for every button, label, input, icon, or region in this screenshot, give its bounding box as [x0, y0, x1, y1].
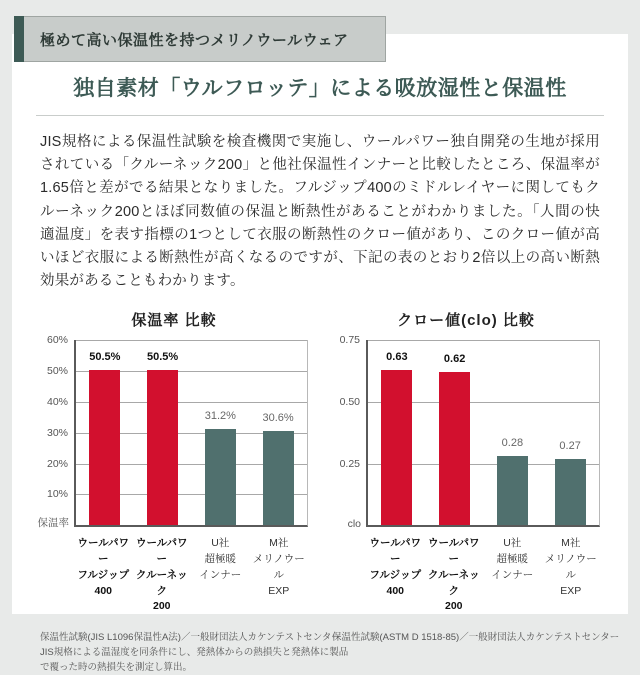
category-line: EXP [250, 584, 309, 600]
category-label [425, 536, 484, 615]
y-tick-label: 40% [47, 396, 68, 408]
bar-cell [249, 340, 307, 525]
category-line: 400 [366, 584, 425, 600]
bar-value-label: 0.63 [386, 351, 407, 363]
bar [205, 429, 236, 525]
bar [89, 370, 120, 526]
category-line: インナー [191, 568, 250, 584]
category-line: M社 [250, 536, 309, 552]
bar-cell [76, 340, 134, 525]
bar-cell [484, 340, 542, 525]
y-tick-label: 50% [47, 365, 68, 377]
y-tick-label: 20% [47, 458, 68, 470]
category-line: クルーネック [133, 568, 192, 600]
footnote-line: で覆った時の熱損失を測定し算出。 [40, 661, 308, 675]
plot-area [74, 340, 308, 527]
category-label [366, 536, 425, 615]
body-paragraph: JIS規格による保温性試験を検査機関で実施し、ウールパワー独自開発の生地が採用されている「クルーネック200」と他社保温性インナーと比較したところ、保温率が1.65倍と差がでる結果となりました。フルジップ400のミドルレイヤーに関してもクルーネック200とほぼ同数値の保温と断熱性があることがわかりました。「人間の快適温度」を表す指標の1つとして衣服の断熱性のクロー値があり、このクロー値が高いほど衣服による断熱性が高くなるのですが、下記の表のとおり2倍以上の高い断熱効果があることもわかります。 [40, 131, 600, 293]
bar [439, 372, 470, 525]
chart-plot-row [40, 340, 308, 527]
bar-cell [134, 340, 192, 525]
category-line: フルジップ [74, 568, 133, 584]
category-row [366, 536, 600, 615]
chart-footnote [332, 631, 600, 646]
title-divider [36, 115, 604, 116]
chart-clo-value [332, 309, 600, 675]
category-line: フルジップ [366, 568, 425, 584]
category-label [542, 536, 601, 615]
category-line: 200 [425, 599, 484, 615]
category-line: EXP [542, 584, 601, 600]
section-heading-label: 極めて高い保温性を持つメリノウールウェア [24, 17, 365, 61]
y-axis [332, 340, 366, 525]
bar-cell [368, 340, 426, 525]
charts-row [40, 309, 600, 675]
category-line: 200 [133, 599, 192, 615]
category-label [133, 536, 192, 615]
category-label [483, 536, 542, 615]
chart-title: クロー値(clo) 比較 [332, 309, 600, 330]
bar-cell [192, 340, 250, 525]
banner-accent-bar [14, 16, 24, 62]
bar [555, 459, 586, 526]
category-line: ウールパワー [425, 536, 484, 568]
category-label [74, 536, 133, 615]
bar-value-label: 0.27 [559, 440, 580, 452]
bar [263, 431, 294, 525]
content-card [12, 34, 628, 614]
bar-value-label: 50.5% [89, 351, 120, 363]
bars-layer [368, 340, 599, 525]
category-line: 超極暖 [483, 552, 542, 568]
bar-value-label: 30.6% [263, 412, 294, 424]
category-line: M社 [542, 536, 601, 552]
y-axis-title: clo [348, 518, 361, 530]
page-title: 独自素材「ウルフロッテ」による吸放湿性と保温性 [12, 34, 628, 102]
category-label [250, 536, 309, 615]
category-line: U社 [483, 536, 542, 552]
category-line: ウールパワー [74, 536, 133, 568]
category-line: メリノウール [250, 552, 309, 584]
y-tick-label: 0.50 [340, 396, 360, 408]
bar [381, 370, 412, 525]
footnote-line: JIS規格による温湿度を同条件にし、発熱体からの熱損失と発熱体に製品 [40, 646, 308, 661]
bar-cell [426, 340, 484, 525]
y-axis-title: 保温率 [38, 515, 70, 530]
chart-footnote [40, 631, 308, 675]
y-tick-label: 0.75 [340, 334, 360, 346]
footnote-line: 保温性試験(JIS L1096保温性A法)／一般財団法人カケンテストセンター [40, 631, 308, 646]
y-tick-label: 60% [47, 334, 68, 346]
bar [497, 456, 528, 525]
category-line: クルーネック [425, 568, 484, 600]
y-tick-label: 30% [47, 427, 68, 439]
bar-cell [541, 340, 599, 525]
bar-value-label: 50.5% [147, 351, 178, 363]
plot-area [366, 340, 600, 527]
footnote-line: 保温性試験(ASTM D 1518-85)／一般財団法人カケンテストセンター [332, 631, 600, 646]
y-axis [40, 340, 74, 525]
chart-title: 保温率 比較 [40, 309, 308, 330]
category-line: U社 [191, 536, 250, 552]
category-line: ウールパワー [133, 536, 192, 568]
category-label [191, 536, 250, 615]
category-row [74, 536, 308, 615]
category-line: ウールパワー [366, 536, 425, 568]
y-tick-label: 10% [47, 488, 68, 500]
bar [147, 370, 178, 526]
section-heading-banner [14, 16, 386, 62]
chart-heat-retention [40, 309, 308, 675]
bar-value-label: 0.62 [444, 353, 465, 365]
category-line: インナー [483, 568, 542, 584]
category-line: メリノウール [542, 552, 601, 584]
bar-value-label: 31.2% [205, 410, 236, 422]
bar-value-label: 0.28 [502, 437, 523, 449]
category-line: 超極暖 [191, 552, 250, 568]
category-line: 400 [74, 584, 133, 600]
y-tick-label: 0.25 [340, 458, 360, 470]
bars-layer [76, 340, 307, 525]
chart-plot-row [332, 340, 600, 527]
